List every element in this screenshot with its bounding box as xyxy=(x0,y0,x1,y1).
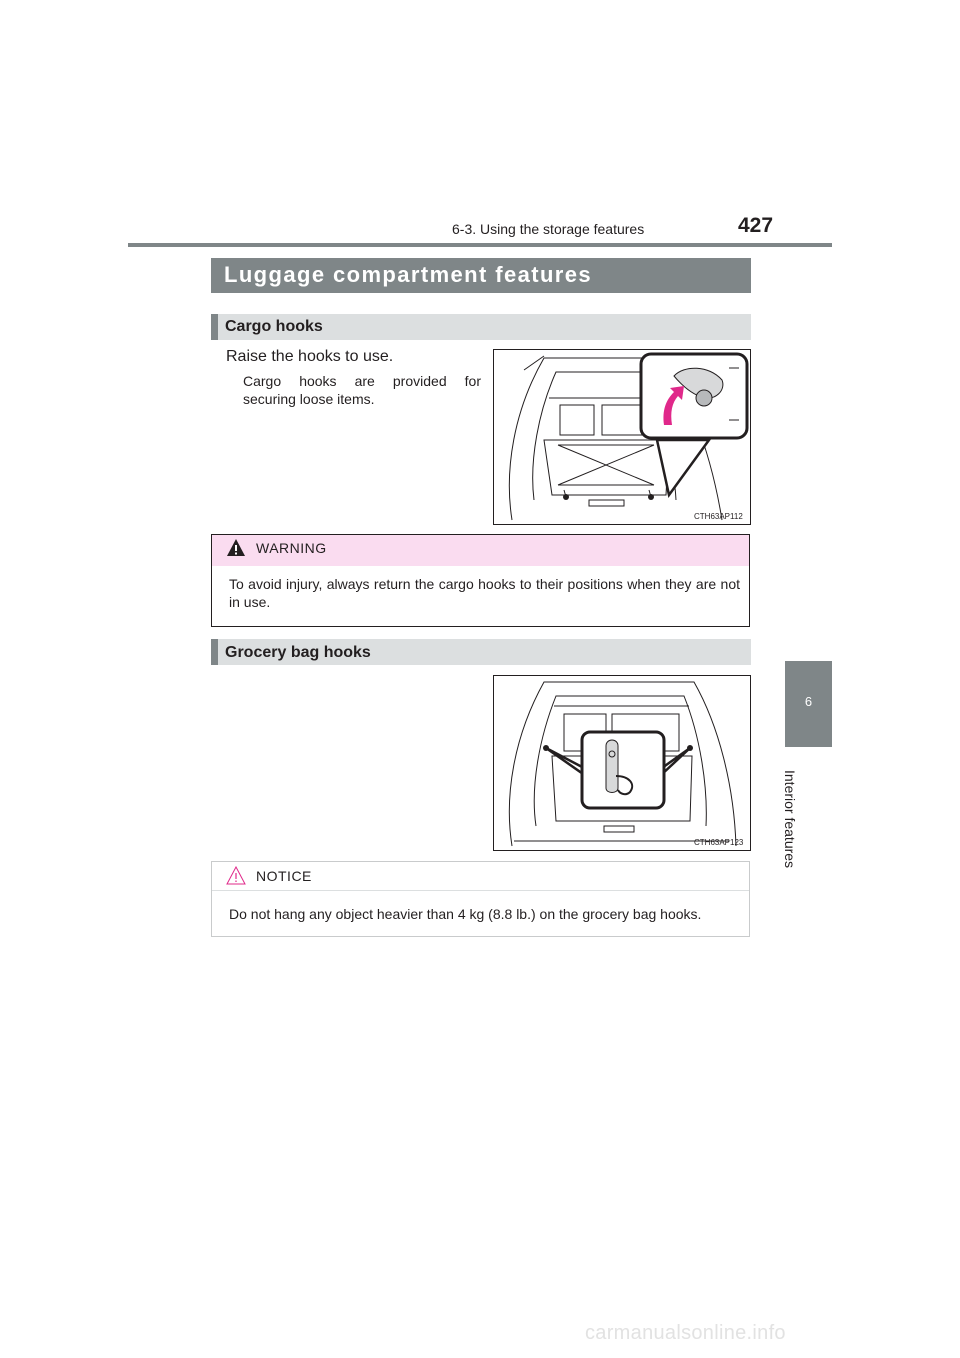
grocery-hooks-accent xyxy=(211,639,218,665)
cargo-hooks-figure xyxy=(493,349,751,525)
cargo-hooks-accent xyxy=(211,314,218,340)
cargo-hooks-note: Cargo hooks are provided for securing loose items. xyxy=(243,373,481,407)
cargo-hooks-figure-code: CTH63AP112 xyxy=(694,512,743,521)
running-header: 6-3. Using the storage features xyxy=(452,221,645,237)
grocery-hooks-illustration xyxy=(494,676,750,850)
notice-icon xyxy=(226,866,246,885)
page-number: 427 xyxy=(738,214,774,237)
notice-label: NOTICE xyxy=(256,868,312,884)
chapter-number: 6 xyxy=(804,694,813,709)
grocery-hooks-figure xyxy=(493,675,751,851)
notice-divider xyxy=(212,890,749,891)
grocery-hooks-title: Grocery bag hooks xyxy=(225,644,371,661)
warning-icon xyxy=(226,538,246,557)
grocery-hooks-figure-code: CTH63AP123 xyxy=(694,838,744,847)
cargo-hooks-illustration xyxy=(494,350,750,524)
warning-text: To avoid injury, always return the cargo hooks to their positions when they are not in use. xyxy=(229,576,740,610)
cargo-hooks-title: Cargo hooks xyxy=(225,318,323,335)
watermark: carmanualsonline.info xyxy=(585,1322,786,1344)
warning-label: WARNING xyxy=(256,540,327,556)
chapter-label: Interior features xyxy=(782,770,798,869)
cargo-hooks-instruction: Raise the hooks to use. xyxy=(226,348,394,365)
notice-text: Do not hang any object heavier than 4 kg (8.8 lb.) on the grocery bag hooks. xyxy=(229,906,702,922)
header-rule xyxy=(128,243,832,247)
section-title: Luggage compartment features xyxy=(224,262,593,287)
